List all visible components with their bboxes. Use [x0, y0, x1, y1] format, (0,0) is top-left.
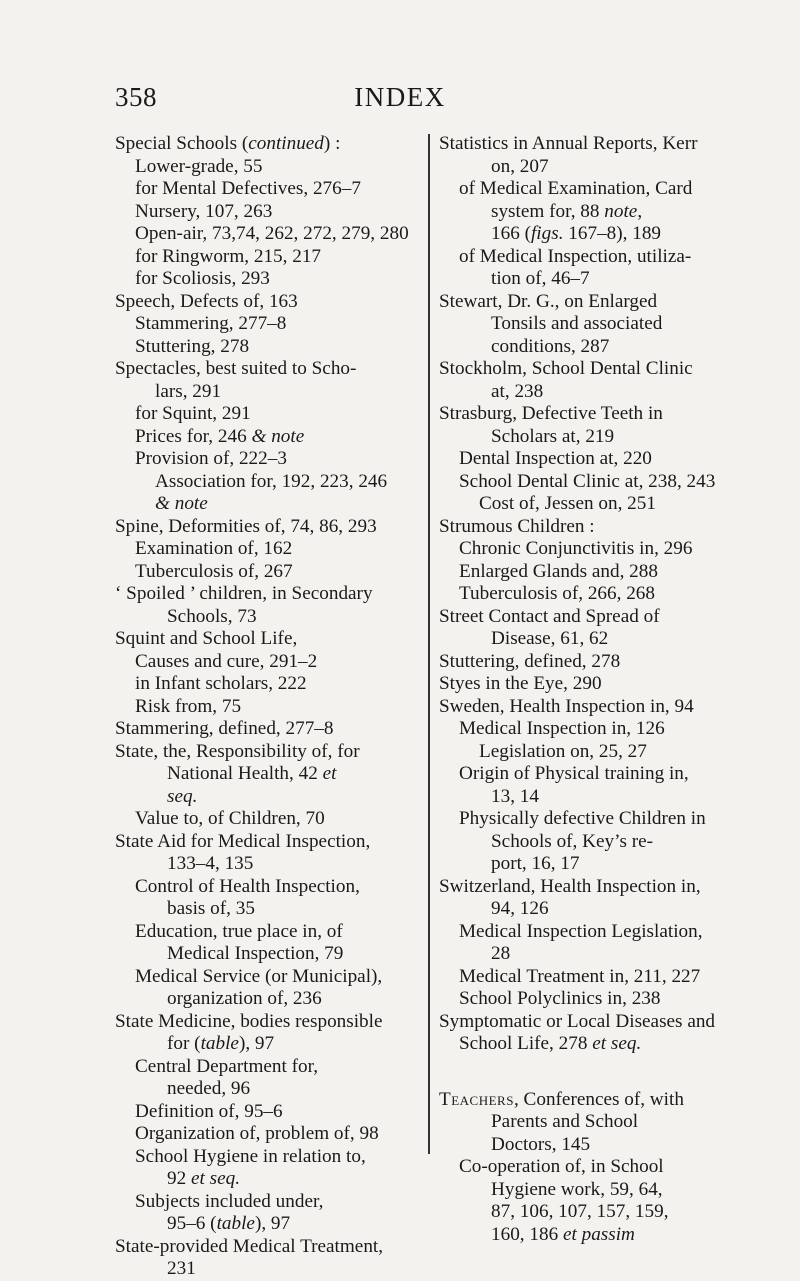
- index-subentry: 160, 186 et passim: [491, 1223, 635, 1245]
- index-subentry: Open-air, 73,74, 262, 272, 279, 280: [135, 223, 409, 244]
- index-subentry: National Health, 42 et: [167, 763, 337, 784]
- index-subentry: 133–4, 135: [167, 853, 254, 874]
- index-entry: Strasburg, Defective Teeth in: [439, 403, 663, 424]
- index-subentry: for Ringworm, 215, 217: [135, 245, 322, 267]
- index-entry: Street Contact and Spread of: [439, 605, 660, 627]
- index-subentry: seq.: [167, 785, 198, 807]
- column-divider: [428, 134, 430, 1154]
- index-subentry: Co-operation of, in School: [459, 1156, 664, 1177]
- index-subentry: Cost of, Jessen on, 251: [479, 493, 656, 514]
- index-subentry: for Squint, 291: [135, 403, 251, 424]
- index-subentry: Disease, 61, 62: [491, 628, 609, 649]
- index-subentry: School Polyclinics in, 238: [459, 988, 661, 1009]
- index-entry: Squint and School Life,: [115, 628, 298, 649]
- index-subentry: Education, true place in, of: [135, 920, 343, 942]
- index-entry: Stockholm, School Dental Clinic: [439, 358, 693, 379]
- index-subentry: Tonsils and associated: [491, 313, 663, 334]
- index-subentry: lars, 291: [155, 380, 222, 402]
- index-subentry: Definition of, 95–6: [135, 1100, 283, 1122]
- index-subentry: in Infant scholars, 222: [135, 673, 307, 694]
- index-subentry: School Life, 278 et seq.: [459, 1033, 642, 1054]
- index-subentry: of Medical Examination, Card: [459, 178, 693, 199]
- index-column-right: [439, 133, 739, 1246]
- index-subentry: 87, 106, 107, 157, 159,: [491, 1201, 669, 1222]
- index-subentry: on, 207: [491, 155, 549, 177]
- index-entry: ‘ Spoiled ’ children, in Secondary: [115, 583, 373, 604]
- index-subentry: 94, 126: [491, 898, 549, 919]
- index-entry: Spectacles, best suited to Scho-: [115, 358, 357, 379]
- index-subentry: at, 238: [491, 380, 544, 402]
- index-subentry: Provision of, 222–3: [135, 448, 287, 469]
- section-gap: [439, 1056, 739, 1089]
- index-subentry: basis of, 35: [167, 898, 255, 919]
- index-entry: Statistics in Annual Reports, Kerr: [439, 133, 698, 154]
- index-subentry: School Hygiene in relation to,: [135, 1145, 366, 1167]
- index-subentry: Medical Service (or Municipal),: [135, 965, 383, 987]
- index-subentry: Scholars at, 219: [491, 425, 615, 447]
- index-subentry: Control of Health Inspection,: [135, 875, 360, 897]
- index-entry: State, the, Responsibility of, for: [115, 740, 360, 762]
- index-subentry: port, 16, 17: [491, 853, 580, 874]
- index-subentry: Subjects included under,: [135, 1190, 324, 1212]
- index-subentry: organization of, 236: [167, 988, 322, 1009]
- index-entry: Strumous Children :: [439, 515, 595, 537]
- index-subentry: conditions, 287: [491, 335, 610, 357]
- index-subentry: for Mental Defectives, 276–7: [135, 178, 361, 199]
- index-subentry: Risk from, 75: [135, 695, 242, 717]
- index-entry: Speech, Defects of, 163: [115, 290, 298, 312]
- index-subentry: School Dental Clinic at, 238, 243: [459, 470, 716, 492]
- index-subentry: Nursery, 107, 263: [135, 200, 273, 222]
- index-subentry: Association for, 192, 223, 246: [155, 470, 388, 492]
- index-subentry: tion of, 46–7: [491, 268, 590, 289]
- index-entry: Stammering, defined, 277–8: [115, 718, 334, 739]
- index-subentry: Medical Inspection in, 126: [459, 718, 665, 739]
- index-subentry: Origin of Physical training in,: [459, 763, 689, 784]
- index-entry: Teachers, Conferences of, with: [439, 1088, 684, 1110]
- index-subentry: system for, 88 note,: [491, 200, 643, 222]
- index-subentry: for Scoliosis, 293: [135, 268, 270, 289]
- index-subentry: Doctors, 145: [491, 1133, 591, 1155]
- index-subentry: Medical Inspection Legislation,: [459, 920, 703, 942]
- index-subentry: Stuttering, 278: [135, 335, 250, 357]
- index-subentry: Stammering, 277–8: [135, 313, 287, 334]
- index-subentry: Parents and School: [491, 1111, 639, 1132]
- index-entry: State Aid for Medical Inspection,: [115, 830, 371, 852]
- index-entry: Styes in the Eye, 290: [439, 673, 602, 694]
- index-subentry: Dental Inspection at, 220: [459, 448, 652, 469]
- index-subentry: 28: [491, 943, 511, 964]
- index-subentry: 92 et seq.: [167, 1168, 241, 1189]
- index-subentry: 231: [167, 1258, 196, 1279]
- index-subentry: Organization of, problem of, 98: [135, 1123, 379, 1144]
- index-entry: Stewart, Dr. G., on Enlarged: [439, 290, 658, 312]
- index-subentry: 13, 14: [491, 785, 539, 807]
- index-subentry: 95–6 (table), 97: [167, 1213, 291, 1234]
- index-column-left: [115, 133, 415, 1281]
- index-entry: Spine, Deformities of, 74, 86, 293: [115, 515, 377, 537]
- page-title: INDEX: [354, 82, 446, 112]
- index-subentry: Lower-grade, 55: [135, 155, 263, 177]
- index-subentry: & note: [155, 493, 208, 514]
- index-subentry: needed, 96: [167, 1078, 251, 1099]
- index-subentry: Hygiene work, 59, 64,: [491, 1178, 663, 1200]
- index-subentry: Medical Treatment in, 211, 227: [459, 965, 701, 987]
- index-entry: Symptomatic or Local Diseases and: [439, 1010, 716, 1032]
- index-subentry: for (table), 97: [167, 1033, 275, 1054]
- index-subentry: Tuberculosis of, 267: [135, 560, 293, 582]
- index-entry: Stuttering, defined, 278: [439, 650, 621, 672]
- index-entry: State-provided Medical Treatment,: [115, 1235, 384, 1257]
- index-entry: Switzerland, Health Inspection in,: [439, 875, 701, 897]
- index-subentry: Chronic Conjunctivitis in, 296: [459, 538, 693, 559]
- index-subentry: Prices for, 246 & note: [135, 425, 305, 447]
- index-subentry: Value to, of Children, 70: [135, 808, 325, 829]
- index-subentry: Enlarged Glands and, 288: [459, 560, 658, 582]
- index-subentry: Medical Inspection, 79: [167, 943, 344, 964]
- index-subentry: Causes and cure, 291–2: [135, 650, 318, 672]
- page-header: [115, 82, 685, 122]
- index-subentry: Examination of, 162: [135, 538, 293, 559]
- index-subentry: Physically defective Children in: [459, 808, 706, 829]
- index-subentry: Schools, 73: [167, 605, 257, 627]
- index-entry: Special Schools (continued) :: [115, 133, 341, 154]
- index-subentry: Schools of, Key’s re-: [491, 830, 653, 852]
- index-subentry: Central Department for,: [135, 1055, 319, 1077]
- index-subentry: of Medical Inspection, utiliza-: [459, 245, 692, 267]
- index-entry: State Medicine, bodies responsible: [115, 1010, 383, 1032]
- page-number: 358: [115, 82, 157, 112]
- index-subentry: Tuberculosis of, 266, 268: [459, 583, 655, 604]
- index-subentry: Legislation on, 25, 27: [479, 740, 647, 762]
- index-subentry: 166 (figs. 167–8), 189: [491, 223, 662, 244]
- index-entry: Sweden, Health Inspection in, 94: [439, 695, 694, 717]
